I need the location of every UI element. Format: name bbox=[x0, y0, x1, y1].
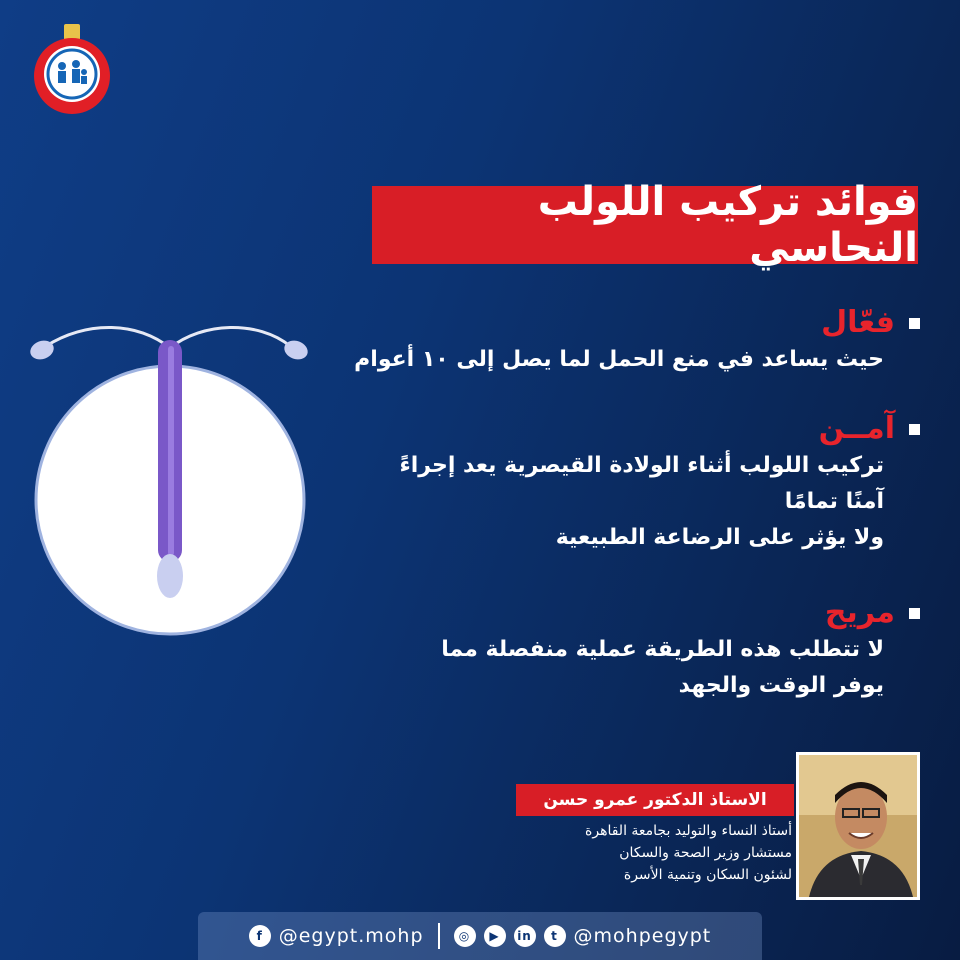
bullet-icon bbox=[909, 608, 920, 619]
divider bbox=[438, 923, 440, 949]
page-title: فوائد تركيب اللولب النحاسي bbox=[537, 179, 918, 271]
benefit-comfortable bbox=[320, 594, 920, 704]
benefit-text: يوفر الوقت والجهد bbox=[678, 673, 884, 698]
bullet-icon bbox=[909, 424, 920, 435]
benefit-effective bbox=[320, 304, 920, 378]
doctor-title-line: مستشار وزير الصحة والسكان bbox=[619, 845, 792, 861]
doctor-name: الاستاذ الدكتور عمرو حسن bbox=[516, 784, 794, 816]
linkedin-icon[interactable]: in bbox=[514, 925, 536, 947]
benefit-text: ولا يؤثر على الرضاعة الطبيعية bbox=[555, 525, 884, 550]
benefit-heading: آمــن bbox=[818, 411, 895, 446]
bullet-icon bbox=[909, 318, 920, 329]
benefit-text: تركيب اللولب أثناء الولادة القيصرية يعد إجراءً bbox=[399, 453, 884, 478]
benefit-text: آمنًا تمامًا bbox=[784, 489, 884, 514]
title-banner bbox=[372, 179, 918, 271]
benefit-heading: فعّال bbox=[821, 305, 895, 340]
facebook-icon[interactable]: f bbox=[249, 925, 271, 947]
handle-left[interactable]: @egypt.mohp bbox=[278, 925, 424, 947]
ministry-logo-icon bbox=[28, 24, 116, 116]
instagram-icon[interactable]: ◎ bbox=[454, 925, 476, 947]
twitter-icon[interactable]: t bbox=[544, 925, 566, 947]
handle-right[interactable]: @mohpegypt bbox=[573, 925, 712, 947]
doctor-photo bbox=[796, 752, 920, 900]
youtube-icon[interactable]: ▶ bbox=[484, 925, 506, 947]
social-footer bbox=[198, 912, 762, 960]
benefit-text: حيث يساعد في منع الحمل لما يصل إلى ١٠ أعوام bbox=[354, 347, 884, 372]
benefit-text: لا تتطلب هذه الطريقة عملية منفصلة مما bbox=[441, 637, 884, 662]
doctor-title-line: أستاذ النساء والتوليد بجامعة القاهرة bbox=[585, 823, 792, 839]
benefit-heading: مريح bbox=[824, 595, 895, 630]
doctor-description bbox=[500, 820, 792, 886]
iud-illustration bbox=[28, 312, 318, 642]
doctor-title-line: لشئون السكان وتنمية الأسرة bbox=[623, 867, 792, 883]
doctor-avatar-icon bbox=[799, 755, 917, 897]
benefit-safe bbox=[320, 410, 920, 556]
